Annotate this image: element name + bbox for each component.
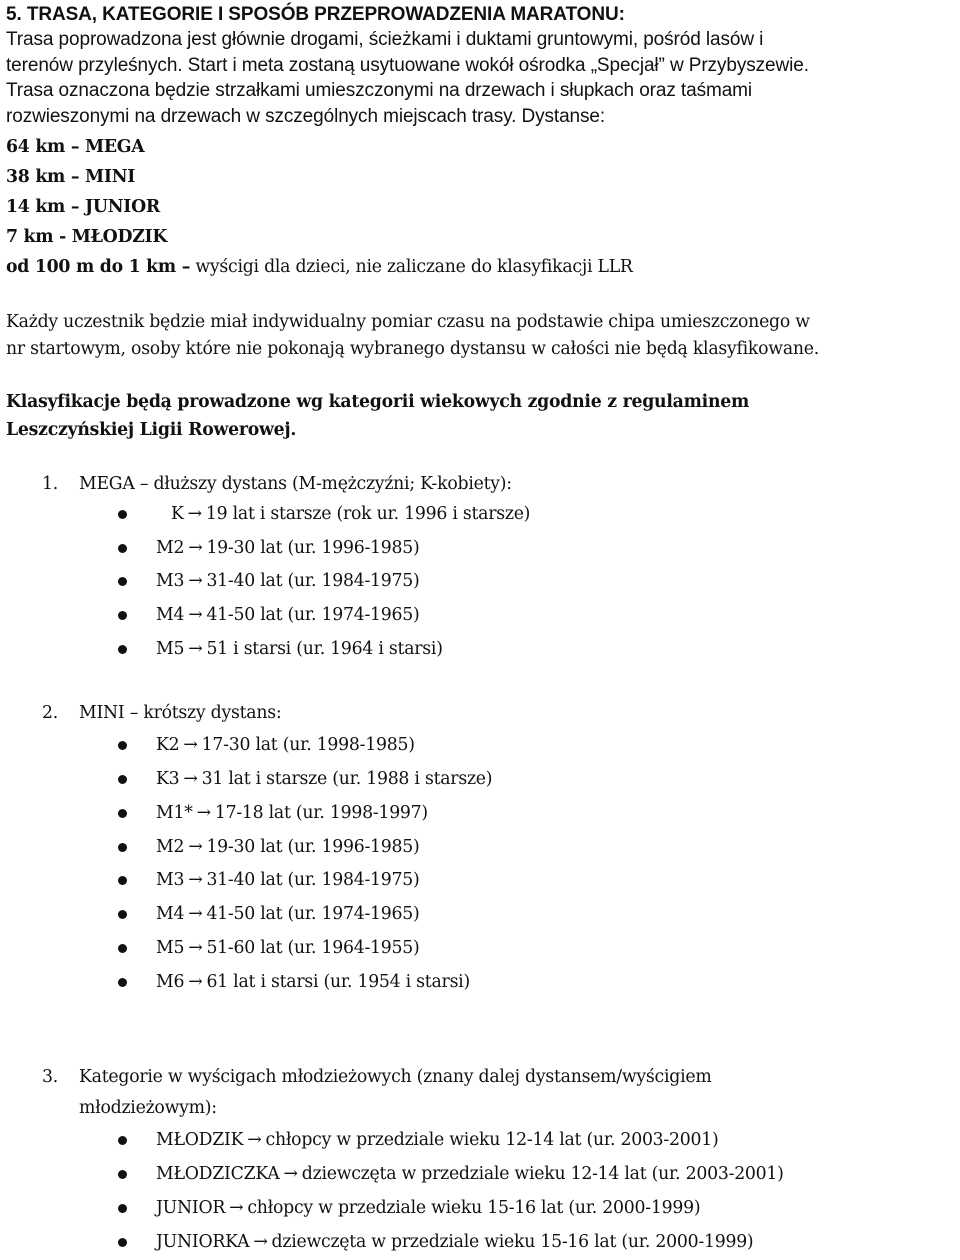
category-desc: 61 lat i starsi (ur. 1954 i starsi) (206, 972, 470, 992)
category-code: M6 (156, 972, 185, 992)
distance-label: od 100 m do 1 km – (6, 257, 191, 277)
list-item (118, 504, 530, 524)
category-desc: 31-40 lat (ur. 1984-1975) (206, 870, 420, 890)
category-desc: 19-30 lat (ur. 1996-1985) (206, 837, 420, 857)
category-code: MŁODZIK (156, 1130, 244, 1150)
arrow-right-icon: → (253, 1232, 268, 1252)
list-item (118, 571, 420, 591)
category-code: M2 (156, 538, 185, 558)
category-desc: 41-50 lat (ur. 1974-1965) (206, 904, 420, 924)
arrow-right-icon: → (188, 904, 203, 924)
category-code: M3 (156, 571, 185, 591)
category-desc: 41-50 lat (ur. 1974-1965) (206, 605, 420, 625)
bullet-icon (118, 577, 127, 586)
bullet-icon (118, 611, 127, 620)
list-item (118, 904, 420, 924)
distance-note: wyścigi dla dzieci, nie zaliczane do klasyfikacji LLR (190, 257, 633, 277)
category-code: K2 (156, 735, 180, 755)
distance-label: 7 km - MŁODZIK (6, 227, 168, 247)
arrow-right-icon: → (183, 735, 198, 755)
list-item (118, 1130, 719, 1150)
intro-line: terenów przyleśnych. Start i meta zostaną usytuowane wokół ośrodka „Specjał” w Przybyszewie. (6, 54, 809, 76)
category-desc: 51-60 lat (ur. 1964-1955) (206, 938, 420, 958)
arrow-right-icon: → (188, 538, 203, 558)
arrow-right-icon: → (188, 972, 203, 992)
intro-line: rozwieszonymi na drzewach w szczególnych miejscach trasy. Dystanse: (6, 105, 606, 127)
distance-mlodzik (6, 227, 167, 247)
category-number: 3. (42, 1067, 58, 1087)
list-item (118, 803, 428, 823)
list-item (118, 538, 420, 558)
list-item (118, 870, 420, 890)
bullet-icon (118, 843, 127, 852)
arrow-right-icon: → (188, 938, 203, 958)
distance-kids (6, 257, 633, 277)
distance-mini (6, 167, 135, 187)
category-title: MEGA – dłuższy dystans (M-mężczyźni; K-kobiety): (79, 474, 512, 494)
category-number: 1. (42, 474, 58, 494)
list-item (118, 938, 420, 958)
bullet-icon (118, 1238, 127, 1247)
list-item (118, 837, 420, 857)
arrow-right-icon: → (188, 639, 203, 659)
category-code: M5 (156, 938, 185, 958)
bullet-icon (118, 1204, 127, 1213)
category-desc: dziewczęta w przedziale wieku 12-14 lat (ur. 2003-2001) (301, 1164, 784, 1184)
category-desc: 19-30 lat (ur. 1996-1985) (206, 538, 420, 558)
distance-junior (6, 197, 160, 217)
category-desc: 51 i starsi (ur. 1964 i starsi) (206, 639, 443, 659)
classification-note-line: Klasyfikacje będą prowadzone wg kategorii wiekowych zgodnie z regulaminem (6, 392, 750, 412)
list-item (118, 1164, 784, 1184)
list-item (118, 1198, 700, 1218)
category-code: K3 (156, 769, 180, 789)
category-desc: 17-30 lat (ur. 1998-1985) (201, 735, 415, 755)
category-desc: 31 lat i starsze (ur. 1988 i starsze) (201, 769, 493, 789)
category-title: MINI – krótszy dystans: (79, 703, 282, 723)
distance-label: 38 km – MINI (6, 167, 136, 187)
bullet-icon (118, 544, 127, 553)
intro-line: Trasa oznaczona będzie strzałkami umieszczonymi na drzewach i słupkach oraz taśmami (6, 80, 753, 101)
bullet-icon (118, 741, 127, 750)
category-title: Kategorie w wyścigach młodzieżowych (znany dalej dystansem/wyścigiem (79, 1067, 712, 1087)
list-item (118, 735, 415, 755)
intro-line: Trasa poprowadzona jest głównie drogami, ścieżkami i duktami gruntowymi, pośród lasów i (6, 29, 764, 50)
category-code: M4 (156, 904, 185, 924)
timing-line: nr startowym, osoby które nie pokonają wybranego dystansu w całości nie będą klasyfikowane. (6, 339, 819, 359)
arrow-right-icon: → (187, 504, 202, 524)
distance-label: 14 km – JUNIOR (6, 197, 161, 217)
category-code: MŁODZICZKA (156, 1164, 280, 1184)
category-desc: chłopcy w przedziale wieku 12-14 lat (ur. 2003-2001) (265, 1130, 719, 1150)
distance-mega (6, 137, 144, 157)
arrow-right-icon: → (188, 837, 203, 857)
category-code: M3 (156, 870, 185, 890)
list-item (118, 639, 443, 659)
arrow-right-icon: → (196, 803, 211, 823)
classification-note-line: Leszczyńskiej Ligii Rowerowej. (6, 420, 297, 440)
bullet-icon (118, 910, 127, 919)
distance-label: 64 km – MEGA (6, 137, 145, 157)
category-desc: dziewczęta w przedziale wieku 15-16 lat (ur. 2000-1999) (271, 1232, 754, 1252)
bullet-icon (118, 510, 127, 519)
bullet-icon (118, 1136, 127, 1145)
category-code: M1* (156, 803, 193, 823)
category-desc: chłopcy w przedziale wieku 15-16 lat (ur. 2000-1999) (247, 1198, 701, 1218)
arrow-right-icon: → (283, 1164, 298, 1184)
bullet-icon (118, 944, 127, 953)
intro-paragraph (6, 27, 951, 129)
list-item (118, 605, 420, 625)
category-code: M4 (156, 605, 185, 625)
category-desc: 19 lat i starsze (rok ur. 1996 i starsze) (205, 504, 531, 524)
arrow-right-icon: → (188, 870, 203, 890)
category-title: młodzieżowym): (79, 1098, 217, 1118)
category-code: M5 (156, 639, 185, 659)
arrow-right-icon: → (188, 605, 203, 625)
timing-line: Każdy uczestnik będzie miał indywidualny pomiar czasu na podstawie chipa umieszczonego w (6, 312, 810, 332)
arrow-right-icon: → (229, 1198, 244, 1218)
bullet-icon (118, 809, 127, 818)
category-code: K (171, 504, 184, 524)
bullet-icon (118, 645, 127, 654)
category-number: 2. (42, 703, 58, 723)
category-code: JUNIOR (156, 1198, 226, 1218)
bullet-icon (118, 876, 127, 885)
bullet-icon (118, 775, 127, 784)
arrow-right-icon: → (183, 769, 198, 789)
bullet-icon (118, 978, 127, 987)
list-item (118, 972, 470, 992)
arrow-right-icon: → (247, 1130, 262, 1150)
arrow-right-icon: → (188, 571, 203, 591)
bullet-icon (118, 1170, 127, 1179)
category-desc: 31-40 lat (ur. 1984-1975) (206, 571, 420, 591)
section-heading: 5. TRASA, KATEGORIE I SPOSÓB PRZEPROWADZENIA MARATONU: (6, 4, 625, 25)
category-code: M2 (156, 837, 185, 857)
list-item (118, 1232, 753, 1252)
category-desc: 17-18 lat (ur. 1998-1997) (214, 803, 428, 823)
category-code: JUNIORKA (156, 1232, 250, 1252)
list-item (118, 769, 492, 789)
